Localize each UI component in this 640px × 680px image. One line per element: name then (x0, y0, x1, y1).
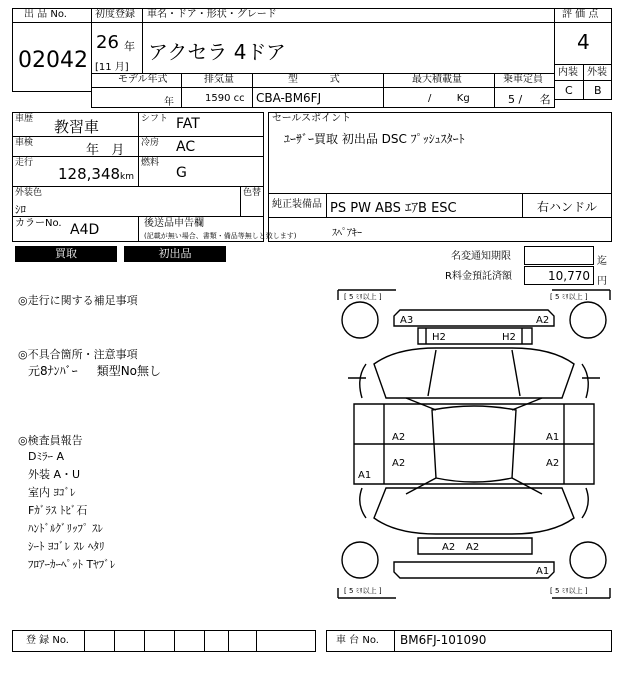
lot-number: 02042 (18, 48, 88, 73)
model-year-unit: 年 (164, 97, 174, 108)
equipment-label: 純正装備品 (272, 199, 322, 210)
tire-front-right (570, 302, 606, 338)
badge-buyout: 買取 (15, 246, 117, 262)
mark-h2-right: H2 (502, 332, 516, 343)
score-label: 評 価 点 (562, 9, 599, 20)
mark-right-rear-door: A2 (546, 458, 560, 469)
deadline-unit: 迄 (597, 256, 607, 267)
tire-front-left (342, 302, 378, 338)
car-name: アクセラ 4ドア (148, 40, 286, 64)
inspector-line: ﾌﾛｱｰｶｰﾍﾟｯﾄ Tﾔﾌﾞﾚ (28, 558, 116, 571)
inspector-line: Fｶﾞﾗｽ ﾄﾋﾞ石 (28, 504, 88, 517)
chassis-label: 車 台 No. (336, 635, 379, 646)
inspector-title: ◎検査員報告 (18, 434, 83, 447)
model-year-label: モデル年式 (118, 74, 168, 85)
lot-label: 出 品 No. (24, 9, 67, 20)
mileage-label: 走行 (15, 158, 34, 168)
reg-no-label: 登 録 No. (26, 635, 69, 646)
mark-front-right: A2 (536, 315, 550, 326)
mileage-value: 128,348 (58, 165, 121, 183)
recycle-label: R料金預託済額 (445, 271, 512, 282)
recycle-unit: 円 (597, 276, 607, 287)
defects-text: 元8ﾅﾝﾊﾞｰ 類型No無し (28, 364, 162, 378)
capacity: 5 / 名 (508, 93, 551, 106)
mark-h2-left: H2 (432, 332, 446, 343)
mark-front-bumper: A3 (400, 315, 414, 326)
tire-label: [ 5 ﾐﾘ以上 ] (344, 293, 382, 301)
sales-point-value: ﾕｰｻﾞｰ買取 初出品 DSC ﾌﾟｯｼｭｽﾀｰﾄ (284, 132, 465, 146)
tire-label: [ 5 ﾐﾘ以上 ] (550, 587, 588, 595)
mark-left-front-door: A2 (392, 432, 406, 443)
driving-title: ◎走行に関する補足事項 (18, 294, 138, 307)
capacity-label: 乗車定員 (503, 74, 543, 85)
max-load: / Kg (428, 93, 470, 104)
inspector-line: ﾊﾝﾄﾞﾙｸﾞﾘｯﾌﾟ ｽﾚ (28, 522, 103, 535)
displacement-label: 排気量 (204, 74, 234, 85)
max-load-label: 最大積載量 (412, 74, 462, 85)
chassis-no: BM6FJ-101090 (400, 633, 487, 647)
first-reg-year: 26 (96, 32, 119, 53)
type-label: 型 式 (288, 74, 340, 85)
first-reg-year-unit: 年 (124, 40, 135, 53)
color-no-label: カラーNo. (15, 218, 62, 229)
ac-label: 冷房 (141, 138, 160, 148)
defects-title: ◎不具合箇所・注意事項 (18, 348, 138, 361)
mark-rear-a: A2 (442, 542, 456, 553)
deadline-label: 名変通知期限 (451, 251, 511, 262)
exterior-label: 外装 (587, 67, 607, 78)
interior-grade: C (565, 84, 573, 97)
fuel-value: G (176, 165, 187, 181)
exterior-color-label: 外装色 (15, 188, 43, 198)
first-reg-month: [11 月] (95, 62, 129, 73)
tire-rear-right (570, 542, 606, 578)
inspector-line: 外装 A・U (28, 468, 81, 481)
mark-left-rear-door: A2 (392, 458, 406, 469)
inspection-value: 年 月 (86, 143, 125, 158)
tire-label: [ 5 ﾐﾘ以上 ] (550, 293, 588, 301)
extra-value: ｽﾍﾟｱｷｰ (332, 228, 362, 239)
mark-left-side: A1 (358, 470, 372, 481)
shift-label: シフト (141, 114, 169, 124)
first-reg-label: 初度登録 (95, 9, 135, 20)
history-value: 教習車 (54, 118, 100, 136)
ac-value: AC (176, 139, 196, 155)
score-value: 4 (577, 30, 590, 54)
inspection-label: 車検 (15, 138, 34, 148)
tire-rear-left (342, 542, 378, 578)
sales-point-box (268, 112, 612, 194)
history-label: 車歴 (15, 114, 34, 124)
handle-value: 右ハンドル (537, 200, 598, 214)
color-no-value: A4D (70, 222, 100, 238)
shift-value: FAT (176, 116, 200, 132)
mark-rear-b: A2 (466, 542, 480, 553)
inspector-line: 室内 ﾖｺﾞﾚ (28, 486, 76, 499)
car-name-label: 車名・ドア・形状・グレード (147, 9, 277, 20)
badge-first-listing: 初出品 (124, 246, 226, 262)
exterior-color-value: ｼﾛ (15, 203, 26, 216)
inspector-line: Dﾐﾗｰ A (28, 450, 64, 463)
aftermarket-label: 後送品申告欄 (144, 218, 204, 229)
exterior-grade: B (594, 84, 602, 97)
type-value: CBA-BM6FJ (256, 91, 322, 105)
tire-label: [ 5 ﾐﾘ以上 ] (344, 587, 382, 595)
fuel-label: 燃料 (141, 158, 160, 168)
color-change-label: 色替 (243, 188, 262, 198)
inspector-line: ｼｰﾄ ﾖｺﾞﾚ ｽﾚ ﾍﾀﾘ (28, 540, 105, 553)
mileage-unit: km (120, 172, 134, 182)
recycle-value: 10,770 (548, 269, 590, 283)
displacement: 1590 cc (205, 93, 245, 104)
equipment-value: PS PW ABS ｴｱB ESC (330, 201, 457, 216)
sales-point-label: セールスポイント (272, 113, 352, 124)
interior-label: 内装 (558, 67, 578, 78)
deadline-box (524, 246, 594, 265)
mark-right-front-door: A1 (546, 432, 560, 443)
mark-rear-bumper: A1 (536, 566, 550, 577)
aftermarket-note: (記載が無い場合、書類・備品等無しと致します) (144, 232, 297, 240)
car-damage-diagram (336, 288, 612, 600)
